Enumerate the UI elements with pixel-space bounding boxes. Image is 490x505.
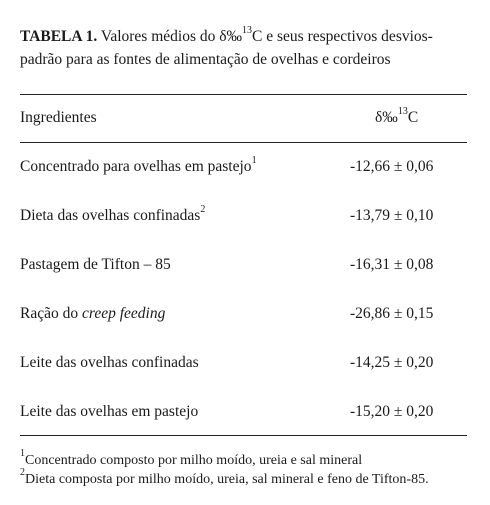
header-delta: δ‰$^{13}$C bbox=[375, 105, 419, 126]
row-ingredient: Ração do creep feeding bbox=[20, 305, 166, 322]
footnotes bbox=[20, 448, 480, 489]
caption-superscript: 13 bbox=[242, 24, 253, 36]
row-value: -14,25 ± 0,20 bbox=[350, 354, 434, 371]
footnote-2: $^2$Dieta composta por milho moído, ureia, sal mineral e feno de Tifton-85. bbox=[20, 467, 429, 487]
row-ingredient: Pastagem de Tifton – 85 bbox=[20, 256, 171, 273]
table-header-rule bbox=[20, 142, 467, 143]
table-bottom-rule bbox=[20, 435, 467, 436]
row-value: -13,79 ± 0,10 bbox=[350, 207, 434, 224]
row-value: -26,86 ± 0,15 bbox=[350, 305, 434, 322]
row-ingredient: Leite das ovelhas em pastejo bbox=[20, 403, 199, 420]
row-value: -16,31 ± 0,08 bbox=[350, 256, 434, 273]
table-row bbox=[20, 203, 467, 231]
table-row bbox=[20, 305, 467, 329]
row-ingredient: Dieta das ovelhas confinadas$^2$ bbox=[20, 203, 206, 224]
caption-text-1-rest: C e seus respectivos desvios- bbox=[252, 28, 433, 45]
row-value: -12,66 ± 0,06 bbox=[350, 158, 434, 175]
table-header-row bbox=[20, 105, 467, 133]
caption-text-2: padrão para as fontes de alimentação de ovelhas e cordeiros bbox=[20, 51, 391, 68]
table-row bbox=[20, 403, 467, 427]
row-value: -15,20 ± 0,20 bbox=[350, 403, 434, 420]
row-ingredient: Concentrado para ovelhas em pastejo$^1$ bbox=[20, 154, 257, 175]
header-ingredientes: Ingredientes bbox=[20, 109, 97, 126]
table-top-rule bbox=[20, 94, 467, 95]
caption-text-1: Valores médios do δ‰ bbox=[97, 28, 243, 45]
table-row bbox=[20, 256, 467, 280]
table-row bbox=[20, 154, 467, 182]
table-caption bbox=[20, 25, 470, 71]
row-ingredient: Leite das ovelhas confinadas bbox=[20, 354, 199, 371]
table-label: TABELA 1. bbox=[20, 28, 98, 45]
footnote-1: $^1$Concentrado composto por milho moído, ureia e sal mineral bbox=[20, 448, 363, 468]
table-row bbox=[20, 354, 467, 378]
